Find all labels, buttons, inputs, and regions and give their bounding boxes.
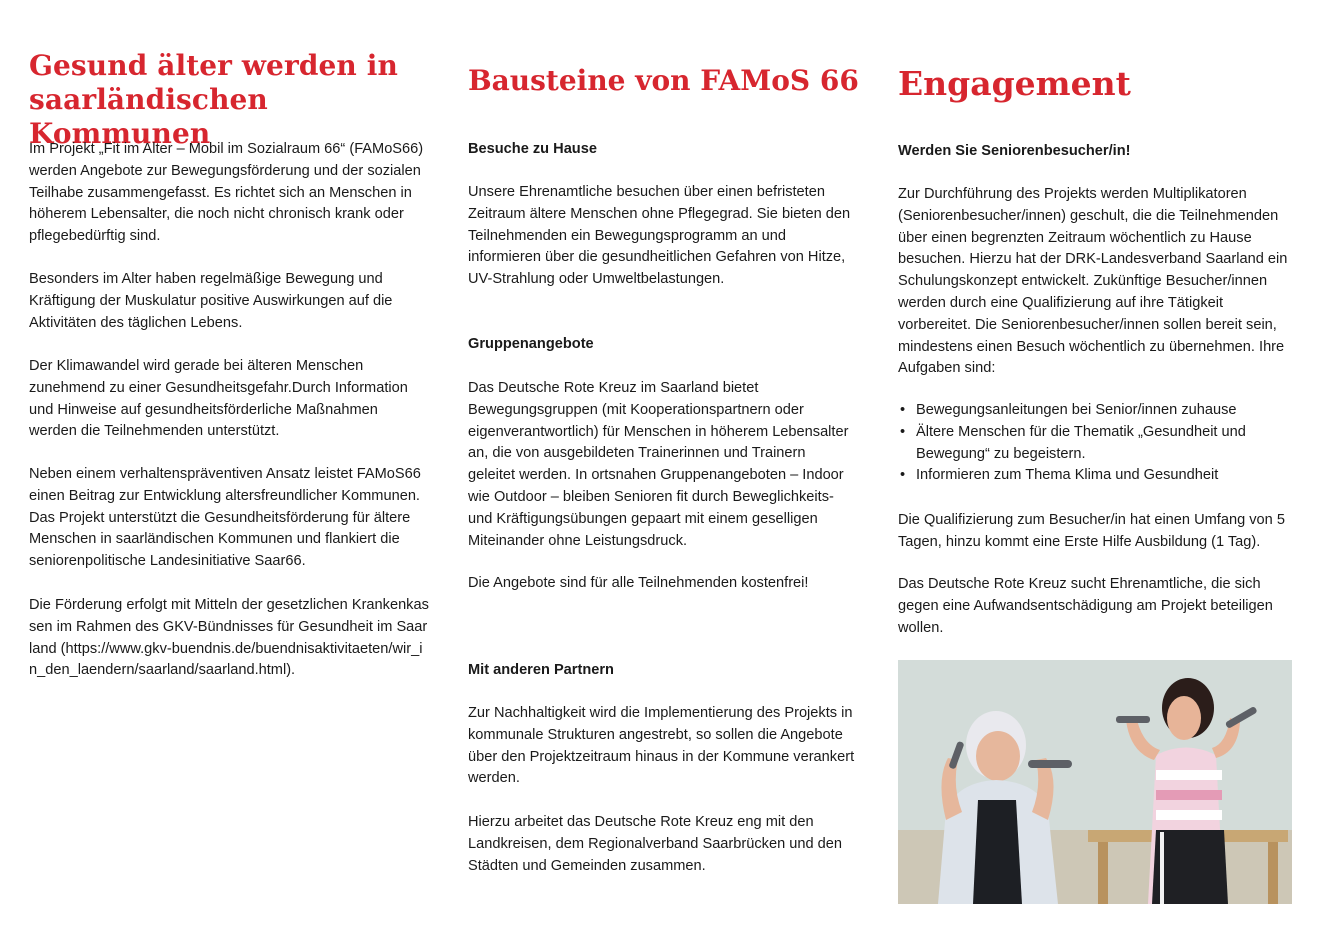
list-item: • Bewegungsanleitungen bei Senior/innen zuhause: [898, 400, 1298, 422]
paragraph: Zur Durchführung des Projekts werden Multiplikatoren (Seniorenbesucher/innen) geschult, die die Teilnehmenden über einen begrenzten Zeitraum wöchentlich zu Hause besuchen. Hierzu hat der DRK-Landesverband Saarland ein Schulungskonzept entwickelt. Zukünftige Besucher/innen werden durch eine Qualifizierung auf ihre Tätigkeit vorbereitet. Die Seniorenbesucher/innen sollen bereit sein, mindestens einen Besuch wöchentlich zu übernehmen. Ihre Aufgaben sind:: [898, 186, 1288, 377]
exercise-photo: [898, 660, 1292, 904]
section-title-gruppenangebote: Gruppenangebote: [468, 336, 594, 352]
paragraph: Neben einem verhaltenspräventiven Ansatz leistet FAMoS66 einen Beitrag zur Entwicklung altersfreundlicher Kommunen. Das Projekt unterstützt die Gesundheitsförderung für ältere Menschen in saarländischen Kommunen und flankiert die seniorenpolitische Landesinitiative Saar66.: [29, 466, 421, 570]
heading-bausteine: Bausteine von FAMoS 66: [468, 64, 859, 97]
subheading-seniorenbesucher: Werden Sie Seniorenbesucher/in!: [898, 143, 1131, 159]
task-list: [898, 400, 1298, 487]
paragraph: Das Deutsche Rote Kreuz sucht Ehrenamtliche, die sich gegen eine Aufwandsentschädigung am Projekt beteiligen wollen.: [898, 576, 1273, 636]
paragraph: Der Klimawandel wird gerade bei älteren Menschen zunehmend zu einer Gesundheitsgefahr.Durch Information und Hinweise auf gesundheitsförderliche Maßnahmen werden die Teilnehmenden unterstützt.: [29, 358, 408, 440]
exercise-photo-illustration: [898, 660, 1292, 904]
paragraph: Die Förderung erfolgt mit Mitteln der gesetzlichen Krankenkassen im Rahmen des GKV-Bündnisses für Gesundheit im Saarland (https://www.gkv-buendnis.de/buendnisaktivitaeten/wir_in_den_laendern/saarland/saarland.html).: [29, 597, 429, 679]
heading-engagement: Engagement: [898, 64, 1131, 103]
paragraph: Die Angebote sind für alle Teilnehmenden kostenfrei!: [468, 575, 809, 591]
heading-gesund-aelter: Gesund älter werden in saarländischen Kommunen: [29, 49, 398, 150]
paragraph: Das Deutsche Rote Kreuz im Saarland bietet Bewegungsgruppen (mit Kooperationspartnern oder eigenverantwortlich) für Menschen in höherem Lebensalter an, die von ausgebildeten Trainerinnen und Trainern geleitet werden. In ortsnahen Gruppenangeboten – Indoor wie Outdoor – bleiben Senioren fit durch Beweglichkeits- und Kräftigungsübungen gepaart mit einem geselligen Miteinander ohne Leistungsdruck.: [468, 380, 849, 549]
paragraph: Besonders im Alter haben regelmäßige Bewegung und Kräftigung der Muskulatur positive Auswirkungen auf die Aktivitäten des täglichen Lebens.: [29, 271, 393, 331]
paragraph: Die Qualifizierung zum Besucher/in hat einen Umfang von 5 Tagen, hinzu kommt eine Erste Hilfe Ausbildung (1 Tag).: [898, 512, 1285, 550]
paragraph: Im Projekt „Fit im Alter – Mobil im Sozialraum 66“ (FAMoS66) werden Angebote zur Bewegungsförderung und der sozialen Teilhabe zusammengefasst. Es richtet sich an Menschen in höherem Lebensalter, die noch nicht chronisch krank oder pflegebedürftig sind.: [29, 141, 424, 245]
paragraph: Unsere Ehrenamtliche besuchen über einen befristeten Zeitraum ältere Menschen ohne Pflegegrad. Sie bieten den Teilnehmenden ein Bewegungsprogramm an und informieren über die gesundheitlichen Gefahren von Hitze, UV-Strahlung oder Umweltbelastungen.: [468, 184, 851, 288]
section-title-besuche: Besuche zu Hause: [468, 141, 597, 157]
paragraph: Hierzu arbeitet das Deutsche Rote Kreuz eng mit den Landkreisen, dem Regionalverband Saarbrücken und den Städten und Gemeinden zusammen.: [468, 814, 843, 874]
list-item: • Ältere Menschen für die Thematik „Gesundheit und Bewegung“ zu begeistern.: [898, 422, 1298, 466]
section-title-partnern: Mit anderen Partnern: [468, 662, 614, 678]
paragraph: Zur Nachhaltigkeit wird die Implementierung des Projekts in kommunale Strukturen angestrebt, so sollen die Angebote über den Projektzeitraum hinaus in der Kommune verankert werden.: [468, 705, 855, 787]
list-item: • Informieren zum Thema Klima und Gesundheit: [898, 465, 1298, 487]
